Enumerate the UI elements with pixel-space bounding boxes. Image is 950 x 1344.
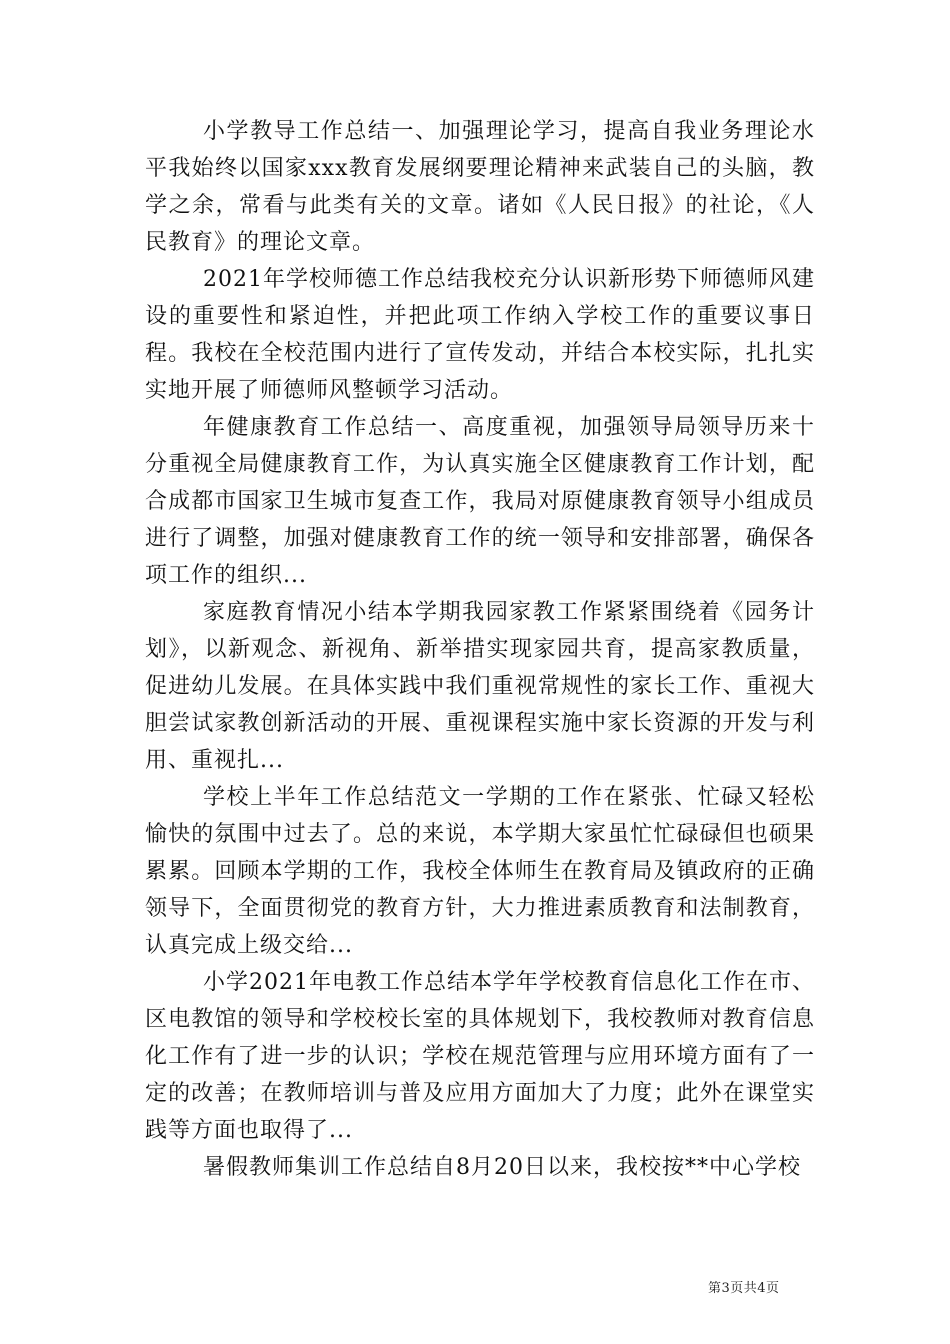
page-number-footer: 第3页共4页 [708,1281,780,1296]
paragraph-half-year-summary: 学校上半年工作总结范文一学期的工作在紧张、忙碌又轻松愉快的氛围中过去了。总的来说，本学期大家虽忙忙碌碌但也硕果累累。回顾本学期的工作，我校全体师生在教育局及镇政府的正确领导下，全面贯彻党的教育方针，大力推进素质教育和法制教育，认真完成上级交给... [145,785,815,958]
paragraph-summer-training-summary: 暑假教师集训工作总结自8月20日以来，我校按**中心学校 [203,1155,801,1180]
document-body [145,113,815,1186]
paragraph-teaching-guidance-summary: 小学教导工作总结一、加强理论学习，提高自我业务理论水平我始终以国家xxx教育发展纲要理论精神来武装自己的头脑，教学之余，常看与此类有关的文章。诸如《人民日报》的社论，《人民教育》的理论文章。 [145,119,815,255]
paragraph-health-education-summary: 年健康教育工作总结一、高度重视，加强领导局领导历来十分重视全局健康教育工作，为认真实施全区健康教育工作计划，配合成都市国家卫生城市复查工作，我局对原健康教育领导小组成员进行了调整，加强对健康教育工作的统一领导和安排部署，确保各项工作的组织... [145,415,815,588]
paragraph-audiovisual-education-summary: 小学2021年电教工作总结本学年学校教育信息化工作在市、区电教馆的领导和学校校长室的具体规划下，我校教师对教育信息化工作有了进一步的认识；学校在规范管理与应用环境方面有了一定的改善；在教师培训与普及应用方面加大了力度；此外在课堂实践等方面也取得了... [145,970,815,1143]
paragraph-family-education-summary: 家庭教育情况小结本学期我园家教工作紧紧围绕着《园务计划》，以新观念、新视角、新举措实现家园共育，提高家教质量，促进幼儿发展。在具体实践中我们重视常规性的家长工作、重视大胆尝试家教创新活动的开展、重视课程实施中家长资源的开发与利用、重视扎... [145,600,815,773]
paragraph-teacher-ethics-summary: 2021年学校师德工作总结我校充分认识新形势下师德师风建设的重要性和紧迫性，并把此项工作纳入学校工作的重要议事日程。我校在全校范围内进行了宣传发动，并结合本校实际，扎扎实实地开展了师德师风整顿学习活动。 [145,267,815,403]
